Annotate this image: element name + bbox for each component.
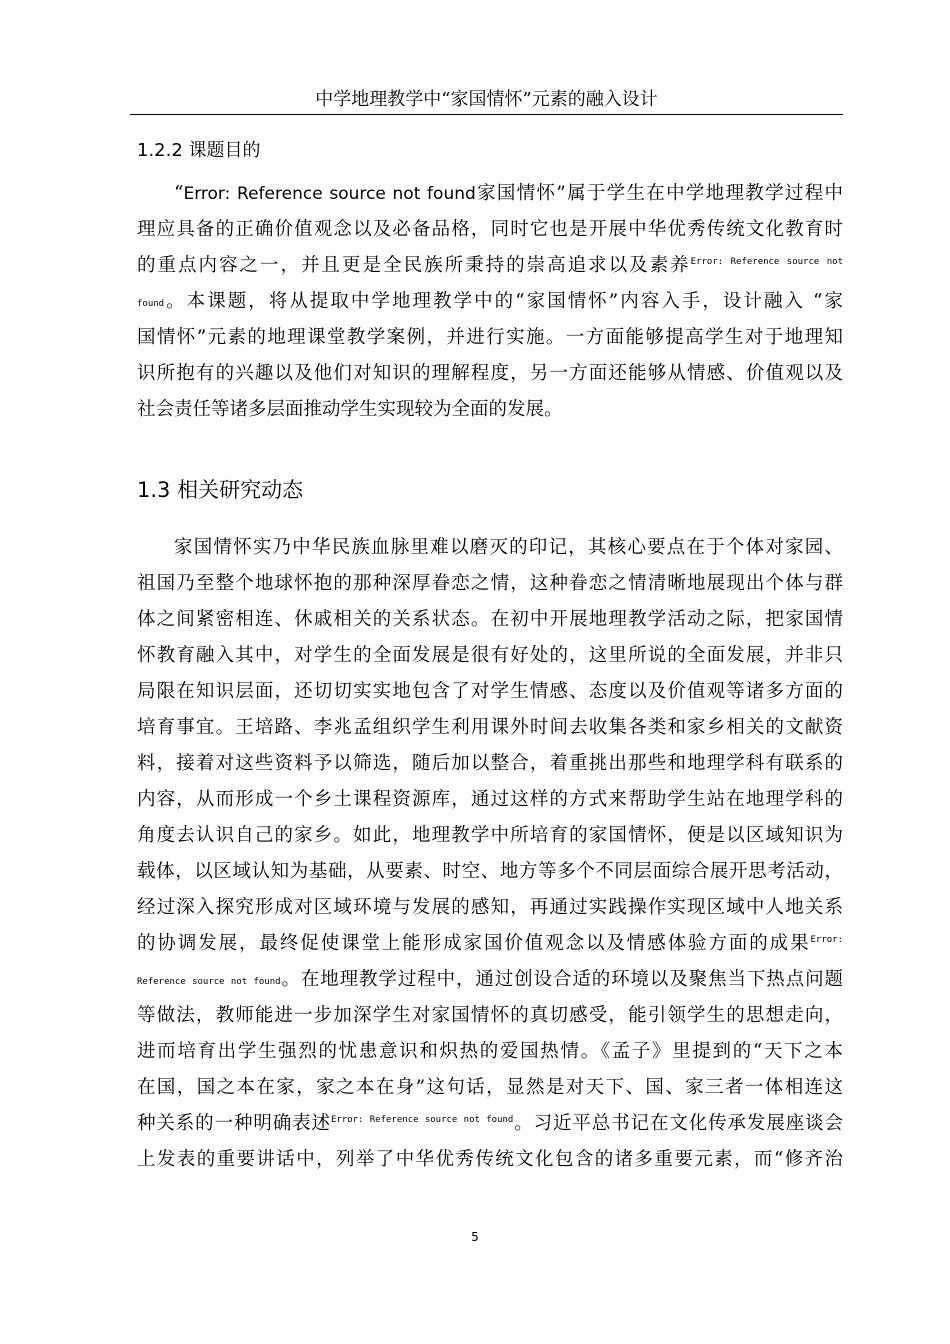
text-line: 家国情怀实乃中华民族血脉里难以磨灭的印记，其核心要点在于个体对家园、 (174, 537, 843, 558)
text-line: 载体，以区域认知为基础，从要素、时空、地方等多个不同层面综合展开思考活动， (137, 861, 843, 882)
citation-marker: Error: Reference source not (690, 257, 843, 267)
text-line: Reference source not found。在地理教学过程中，通过创设合适的环境以及聚焦当下热点问题 (137, 969, 843, 990)
text-line: 培育事宜。王培路、李兆孟组织学生利用课外时间去收集各类和家乡相关的文献资 (137, 717, 843, 738)
text-line: 识所抱有的兴趣以及他们对知识的理解程度，另一方面还能够从情感、价值观以及 (137, 363, 843, 384)
text-line: 体之间紧密相连、休戚相关的关系状态。在初中开展地理教学活动之际，把家国情 (137, 609, 843, 630)
text-line: 经过深入探究形成对区域环境与发展的感知，再通过实践操作实现区域中人地关系 (137, 897, 843, 918)
text-line: 进而培育出学生强烈的忧患意识和炽热的爱国热情。《孟子》里提到的“天下之本 (137, 1041, 843, 1062)
paragraph-research-trends (137, 530, 843, 1178)
text-line: “Error: Reference source not found家国情怀”属于学生在中学地理教学过程中 (174, 183, 844, 204)
page-number: 5 (471, 1230, 479, 1244)
reference-error: Error: Reference source not found (183, 184, 476, 204)
text-line: 料，接着对这些资料予以筛选，随后加以整合，着重挑出那些和地理学科有联系的 (137, 753, 843, 774)
text-line: 上发表的重要讲话中，列举了中华优秀传统文化包含的诸多重要元素，而“修齐治 (137, 1149, 843, 1170)
citation-marker: Error: (810, 935, 843, 945)
section-heading-1-2-2: 1.2.2 课题目的 (137, 140, 261, 161)
citation-marker: Reference source not found (137, 977, 281, 987)
citation-marker: Error: Reference source not found (330, 1115, 514, 1125)
text-line: 等做法，教师能进一步加深学生对家国情怀的真切感受，能引领学生的思想走向， (137, 1005, 843, 1026)
text-line: 的协调发展，最终促使课堂上能形成家国价值观念以及情感体验方面的成果$^{Error:}$ (137, 933, 843, 954)
text-line: 的重点内容之一，并且更是全民族所秉持的崇高追求以及素养$^{Error: Reference source not}$ (137, 255, 843, 276)
text-line: 祖国乃至整个地球怀抱的那种深厚眷恋之情，这种眷恋之情清晰地展现出个体与群 (137, 573, 843, 594)
text-line: 理应具备的正确价值观念以及必备品格，同时它也是开展中华优秀传统文化教育时 (137, 219, 843, 240)
section-heading-1-3: 1.3 相关研究动态 (137, 478, 304, 502)
paragraph-purpose (137, 176, 843, 428)
text-line: 局限在知识层面，还切切实实地包含了对学生情感、态度以及价值观等诸多方面的 (137, 681, 843, 702)
text-line: 社会责任等诸多层面推动学生实现较为全面的发展。 (137, 399, 563, 420)
text-line: found。本课题，将从提取中学地理教学中的“家国情怀”内容入手，设计融入 “家 (137, 291, 843, 312)
text-line: 国情怀”元素的地理课堂教学案例，并进行实施。一方面能够提高学生对于地理知 (137, 327, 843, 348)
running-header: 中学地理教学中“家国情怀”元素的融入设计 (130, 86, 843, 115)
citation-marker: found (137, 299, 165, 309)
text-line: 怀教育融入其中，对学生的全面发展是很有好处的，这里所说的全面发展，并非只 (137, 645, 843, 666)
text-line: 内容，从而形成一个乡土课程资源库，通过这样的方式来帮助学生站在地理学科的 (137, 789, 843, 810)
text-line: 种关系的一种明确表述$^{Error: Reference source not found}$。习近平总书记在文化传承发展座谈会 (137, 1113, 843, 1134)
text-line: 角度去认识自己的家乡。如此，地理教学中所培育的家国情怀，便是以区域知识为 (137, 825, 843, 846)
text-line: 在国，国之本在家，家之本在身”这句话，显然是对天下、国、家三者一体相连这 (137, 1077, 843, 1098)
